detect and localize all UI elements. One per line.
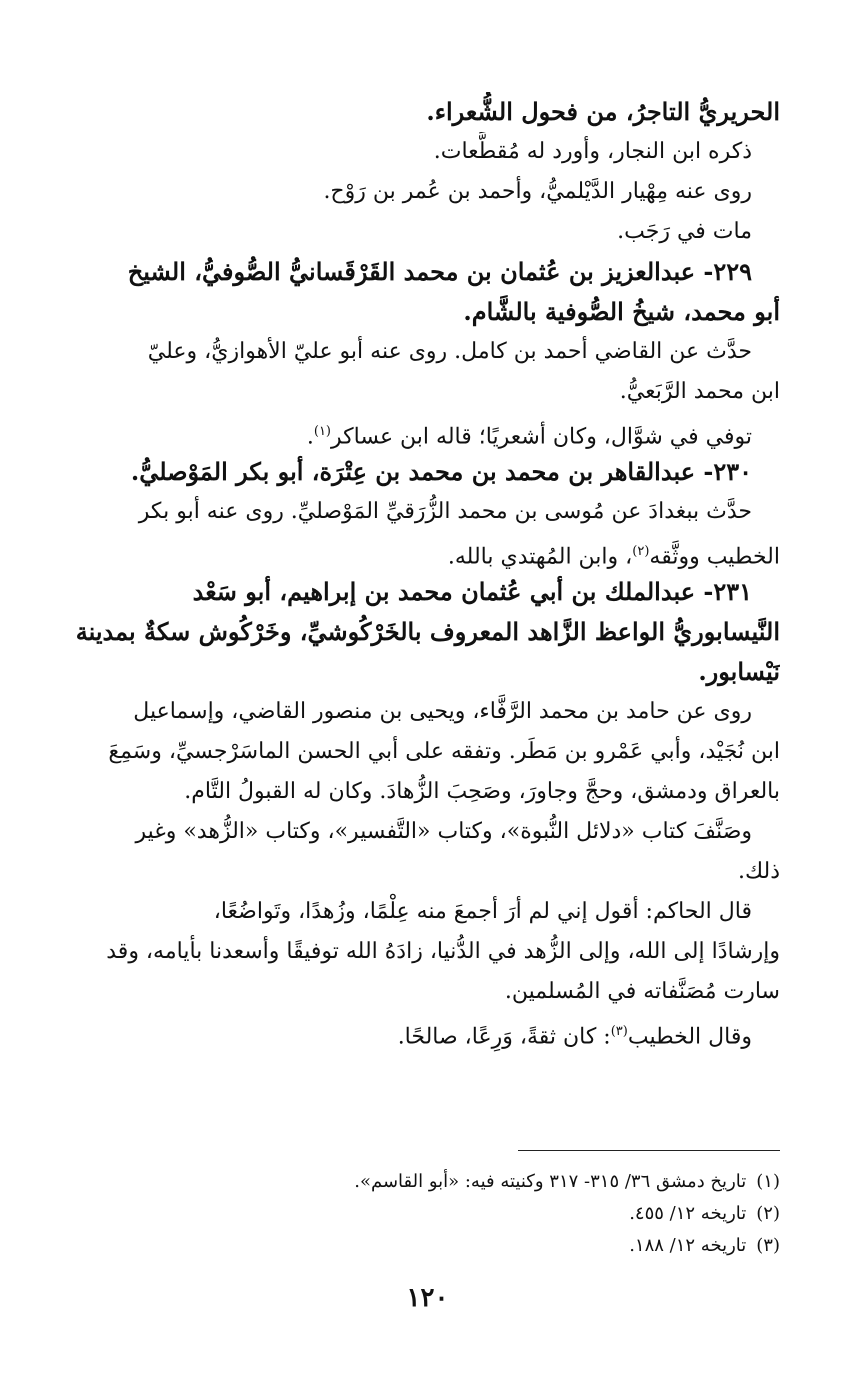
entry-230-line [75,492,780,532]
footnote-number: (٢) [756,1203,780,1224]
entry-231-line [75,692,780,732]
line-text: وصَنَّفَ كتاب «دلائل النُّبوة»، وكتاب «التَّفسير»، وكتاب «الزُّهد» وغير [135,819,752,844]
entry-231-line [75,852,780,892]
line-text: الحريريُّ التاجرُ، من فحول الشُّعراء. [426,97,780,126]
line-text: أبو محمد، شيخُ الصُّوفية بالشَّام. [463,297,780,326]
line-text: توفي في شوَّال، وكان أشعريًا؛ قاله ابن عساكر [331,424,752,450]
line-tail: ، وابن المُهتدي بالله. [447,544,633,570]
line-text: روى عنه مِهْيار الدَّيْلميُّ، وأحمد بن عُمر بن رَوْح. [323,179,752,204]
footnote-text: تاريخ دمشق ٣٦/ ٣١٥- ٣١٧ وكنيته فيه: «أبو القاسم». [354,1171,747,1192]
lines-top-line [75,92,780,132]
line-text: النَّيسابوريُّ الواعظ الزَّاهد المعروف بالخَرْكُوشيِّ، وخَرْكُوش سكةٌ بمدينة [75,617,780,646]
entry-229-line [75,412,780,452]
entry-229-line [75,252,780,292]
footnote-separator [518,1150,780,1151]
line-text: ذلك. [737,859,780,884]
footnote-text: تاريخه ١٢/ ٤٥٥. [629,1203,747,1224]
entry-230-line [75,532,780,572]
entry-231-line [75,932,780,972]
footnote-ref: (٢) [632,544,650,559]
line-tail: . [306,424,314,450]
line-text: نَيْسابور. [698,657,780,686]
footnote-number: (٣) [756,1235,780,1256]
entry-231-line [75,612,780,652]
line-text: بالعراق ودمشق، وحجَّ وجاورَ، وصَحِبَ الزُّهادَ. وكان له القبولُ التَّام. [184,779,780,804]
main-text [75,92,780,1052]
entry-231-line [75,732,780,772]
lines-top-line [75,212,780,252]
line-text: ابن نُجَيْد، وأبي عَمْرو بن مَطَر. وتفقه على أبي الحسن الماسَرْجسيِّ، وسَمِعَ [108,739,780,764]
entry-229-line [75,372,780,412]
lines-top-line [75,132,780,172]
line-text: ابن محمد الرَّبَعيُّ. [619,379,780,404]
line-text: حدَّث عن القاضي أحمد بن كامل. روى عنه أبو عليّ الأهوازيُّ، وعليّ [147,339,752,364]
entry-229-line [75,332,780,372]
footnote-ref: (١) [313,424,331,439]
footnote-ref: (٣) [610,1024,628,1039]
footnotes [75,1166,780,1262]
entry-231-line [75,652,780,692]
entry-229-line [75,292,780,332]
entry-231-line [75,972,780,1012]
line-text: ٢٣٠- عبدالقاهر بن محمد بن محمد بن عِتْرَة، أبو بكر المَوْصليُّ. [130,457,752,486]
entry-231-line [75,572,780,612]
line-text: مات في رَجَب. [617,219,752,244]
line-text: الخطيب ووثَّقه [649,544,780,570]
footnote-item [75,1230,780,1262]
lines-top-line [75,172,780,212]
line-text: وقال الخطيب [627,1024,752,1050]
line-text: وإرشادًا إلى الله، وإلى الزُّهد في الدُّنيا، زادَهُ الله توفيقًا وأسعدنا بأيامه، وقد [106,939,780,964]
line-text: روى عن حامد بن محمد الرَّفَّاء، ويحيى بن منصور القاضي، وإسماعيل [133,699,752,724]
line-text: ٢٢٩- عبدالعزيز بن عُثمان بن محمد القَرْقَسانيُّ الصُّوفيُّ، الشيخ [127,257,752,286]
entry-231-line [75,772,780,812]
entry-231-line [75,892,780,932]
entry-231-line [75,812,780,852]
line-text: ٢٣١- عبدالملك بن أبي عُثمان محمد بن إبراهيم، أبو سَعْد [192,577,752,606]
footnote-number: (١) [756,1171,780,1192]
line-text: سارت مُصَنَّفاته في المُسلمين. [504,979,780,1004]
entry-231-line [75,1012,780,1052]
entry-230-line [75,452,780,492]
line-text: ذكره ابن النجار، وأورد له مُقطَّعات. [433,139,752,164]
line-tail: : كان ثقةً، وَرِعًا، صالحًا. [397,1024,611,1050]
footnote-text: تاريخه ١٢/ ١٨٨. [629,1235,747,1256]
page-number: ١٢٠ [406,1283,449,1313]
footnote-item [75,1166,780,1198]
line-text: قال الحاكم: أقول إني لم أرَ أجمعَ منه عِلْمًا، وزُهدًا، وتَواضُعًا، [213,899,752,924]
footnote-item [75,1198,780,1230]
line-text: حدَّث ببغدادَ عن مُوسى بن محمد الزُّرَقيِّ المَوْصليِّ. روى عنه أبو بكر [138,499,752,524]
